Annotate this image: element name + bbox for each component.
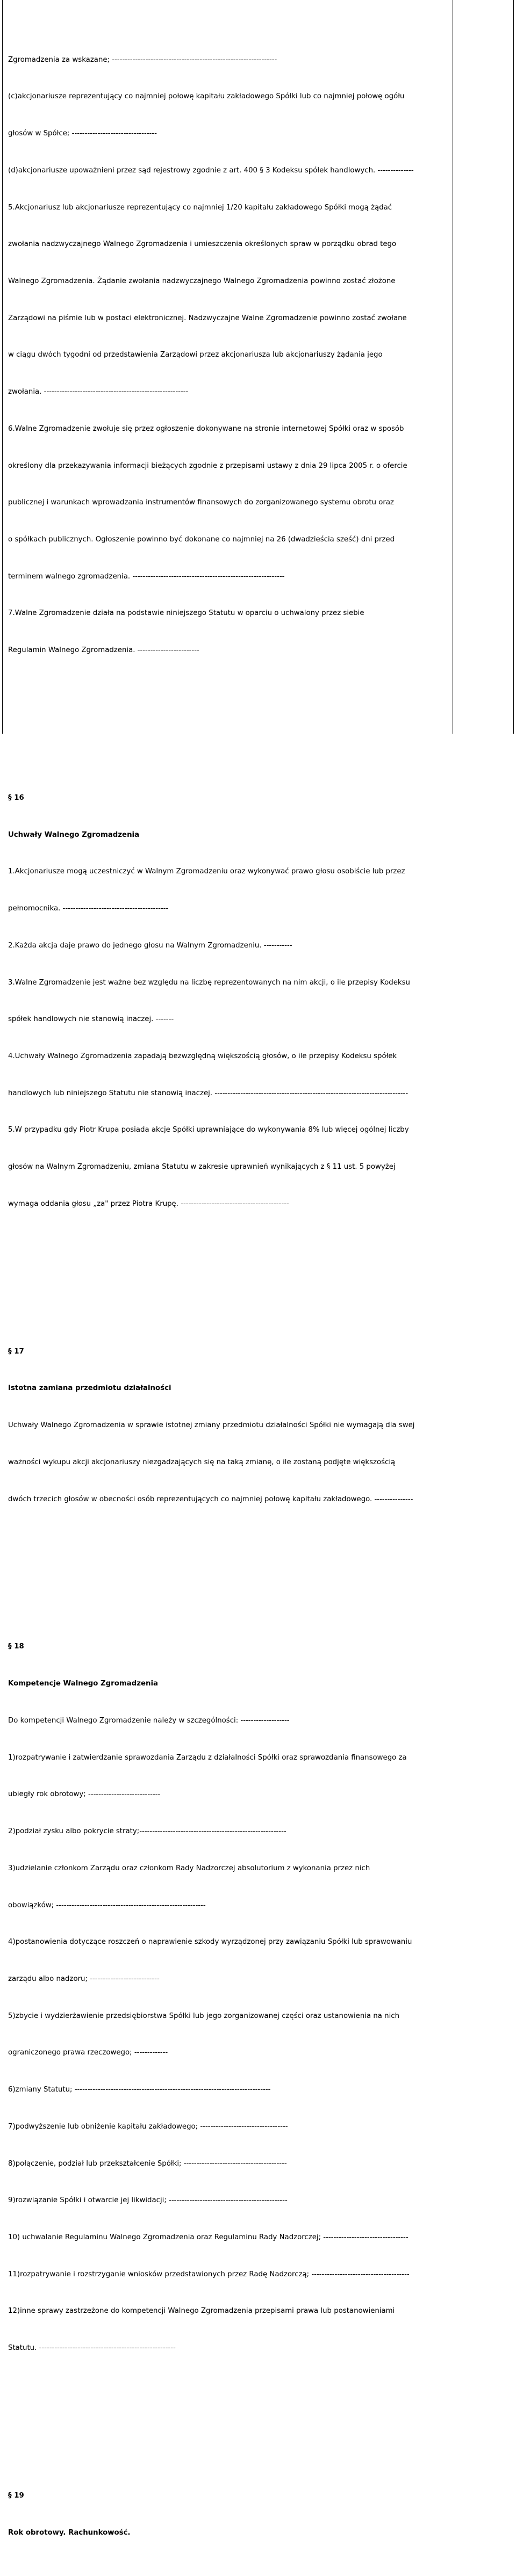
text-line: Walnego Zgromadzenia. Żądanie zwołania nadzwyczajnego Walnego Zgromadzenia powinno zostać złożone: [8, 277, 396, 285]
text-line: 5.W przypadku gdy Piotr Krupa posiada akcje Spółki uprawniające do wykonywania 8% lub więcej ogólnej liczby: [8, 1126, 409, 1134]
text-line: głosów na Walnym Zgromadzeniu, zmiana Statutu w zakresie uprawnień wynikających z § 11 ust. 5 powyżej: [8, 1163, 396, 1171]
section-number: § 18: [8, 1642, 24, 1651]
text-line: 1.Akcjonariusze mogą uczestniczyć w Walnym Zgromadzeniu oraz wykonywać prawo głosu osobiście lub przez: [8, 867, 405, 876]
section-19: [8, 2465, 450, 2564]
text-line: 4)postanowienia dotyczące roszczeń o naprawienie szkody wyrządzonej przy zawiązaniu Spółki lub sprawowaniu: [8, 1938, 412, 1947]
section-17: [8, 1321, 450, 1530]
section-number: § 17: [8, 1347, 24, 1356]
text-line: terminem walnego zgromadzenia. -----------------------------------------------------------: [8, 572, 285, 581]
right-margin-cell: [453, 0, 513, 734]
text-line: Statutu. -----------------------------------------------------: [8, 2344, 176, 2353]
text-line: pełnomocnika. -----------------------------------------: [8, 905, 169, 913]
text-line: 12)inne sprawy zastrzeżone do kompetencji Walnego Zgromadzenia przepisami prawa lub postanowieniami: [8, 2307, 395, 2315]
section-number: § 16: [8, 793, 24, 802]
text-line: 6.Walne Zgromadzenie zwołuje się przez ogłoszenie dokonywane na stronie internetowej Spółki oraz w sposób: [8, 424, 404, 433]
section-title: Uchwały Walnego Zgromadzenia: [8, 830, 140, 839]
text-line: 6)zmiany Statutu; ----------------------------------------------------------------------------: [8, 2086, 271, 2094]
continued-section: [8, 30, 450, 682]
text-line: zarządu albo nadzoru; ---------------------------: [8, 1974, 160, 1983]
text-line: 1)rozpatrywanie i zatwierdzanie sprawozdania Zarządu z działalności Spółki oraz sprawozdania finansowego za: [8, 1753, 407, 1762]
text-line: Regulamin Walnego Zgromadzenia. ------------------------: [8, 646, 199, 655]
text-line: 3)udzielanie członkom Zarządu oraz członkom Rady Nadzorczej absolutorium z wykonania przez nich: [8, 1864, 370, 1872]
text-line: ograniczonego prawa rzeczowego; -------------: [8, 2049, 168, 2057]
text-line: publicznej i warunkach wprowadzania instrumentów finansowych do zorganizowanego systemu obrotu oraz: [8, 498, 395, 507]
text-line: zwołania nadzwyczajnego Walnego Zgromadzenia i umieszczenia określonych spraw w porządku obrad tego: [8, 240, 397, 249]
text-line: dwóch trzecich głosów w obecności osób reprezentujących co najmniej połowę kapitału zakładowego. ---------------: [8, 1495, 413, 1503]
text-line: spółek handlowych nie stanowią inaczej. -------: [8, 1015, 174, 1024]
section-title: Rok obrotowy. Rachunkowość.: [8, 2528, 131, 2537]
text-line: Zarządowi na piśmie lub w postaci elektronicznej. Nadzwyczajne Walne Zgromadzenie powinno zostać zwołane: [8, 314, 407, 322]
text-line: Zgromadzenia za wskazane; ----------------------------------------------------------------: [8, 55, 277, 64]
text-line: 3.Walne Zgromadzenie jest ważne bez względu na liczbę reprezentowanych na nim akcji, o ile przepisy Kodeksu: [8, 978, 410, 987]
text-line: ubiegły rok obrotowy; ----------------------------: [8, 1790, 161, 1799]
text-line: (c)akcjonariusze reprezentujący co najmniej połowę kapitału zakładowego Spółki lub co najmniej połowę ogółu: [8, 92, 405, 101]
section-title: Istotna zamiana przedmiotu działalności: [8, 1384, 171, 1393]
text-line: 2)podział zysku albo pokrycie straty;---------------------------------------------------------: [8, 1827, 286, 1836]
section-number: § 19: [8, 2492, 24, 2500]
text-line: 10) uchwalanie Regulaminu Walnego Zgromadzenia oraz Regulaminu Rady Nadzorczej; ---------------------------------: [8, 2233, 408, 2241]
text-line: o spółkach publicznych. Ogłoszenie powinno być dokonane co najmniej na 26 (dwadzieścia sześć) dni przed: [8, 535, 395, 544]
text-line: głosów w Spółce; ---------------------------------: [8, 129, 157, 138]
text-line: 2.Każda akcja daje prawo do jednego głosu na Walnym Zgromadzeniu. -----------: [8, 941, 292, 950]
text-line: ważności wykupu akcji akcjonariuszy niezgadzających się na taką zmianę, o ile zostaną podjęte większością: [8, 1458, 396, 1466]
section-18: [8, 1617, 450, 2379]
text-line: handlowych lub niniejszego Statutu nie stanowią inaczej. ---------------------------------------------------------------------------: [8, 1089, 408, 1097]
text-line: 11)rozpatrywanie i rozstrzyganie wniosków przedstawionych przez Radę Nadzorczą; --------------------------------------: [8, 2270, 410, 2278]
text-line: Do kompetencji Walnego Zgromadzenie należy w szczególności: -------------------: [8, 1716, 290, 1725]
text-line: 9)rozwiązanie Spółki i otwarcie jej likwidacji; ----------------------------------------------: [8, 2196, 288, 2205]
text-line: 8)połączenie, podział lub przekształcenie Spółki; ----------------------------------------: [8, 2159, 287, 2168]
text-line: zwołania. --------------------------------------------------------: [8, 388, 189, 396]
text-line: 7.Walne Zgromadzenie działa na podstawie niniejszego Statutu w oparciu o uchwalony przez siebie: [8, 609, 364, 618]
document-body: [8, 5, 450, 2576]
text-line: 5.Akcjonariusz lub akcjonariusze reprezentujący co najmniej 1/20 kapitału zakładowego Spółki mogą żądać: [8, 203, 392, 212]
text-line: określony dla przekazywania informacji bieżących zgodnie z przepisami ustawy z dnia 29 lipca 2005 r. o ofercie: [8, 461, 407, 470]
text-line: obowiązków; ----------------------------------------------------------: [8, 1901, 206, 1909]
text-line: 5)zbycie i wydzierżawienie przedsiębiorstwa Spółki lub jego zorganizowanej części oraz ustanowienia na nich: [8, 2011, 400, 2020]
text-line: 7)podwyższenie lub obniżenie kapitału zakładowego; ----------------------------------: [8, 2122, 288, 2131]
section-16: [8, 768, 450, 1235]
section-title: Kompetencje Walnego Zgromadzenia: [8, 1680, 158, 1688]
text-line: w ciągu dwóch tygodni od przedstawienia Zarządowi przez akcjonariusza lub akcjonariuszy żądania jego: [8, 351, 383, 359]
text-line: Uchwały Walnego Zgromadzenia w sprawie istotnej zmiany przedmiotu działalności Spółki nie wymagają dla swej: [8, 1421, 415, 1430]
text-line: wymaga oddania głosu „za" przez Piotra Krupę. ------------------------------------------: [8, 1199, 289, 1208]
text-line: (d)akcjonariusze upoważnieni przez sąd rejestrowy zgodnie z art. 400 § 3 Kodeksu spółek handlowych. --------------: [8, 166, 414, 175]
text-line: 4.Uchwały Walnego Zgromadzenia zapadają bezwzględną większością głosów, o ile przepisy Kodeksu spółek: [8, 1052, 397, 1061]
